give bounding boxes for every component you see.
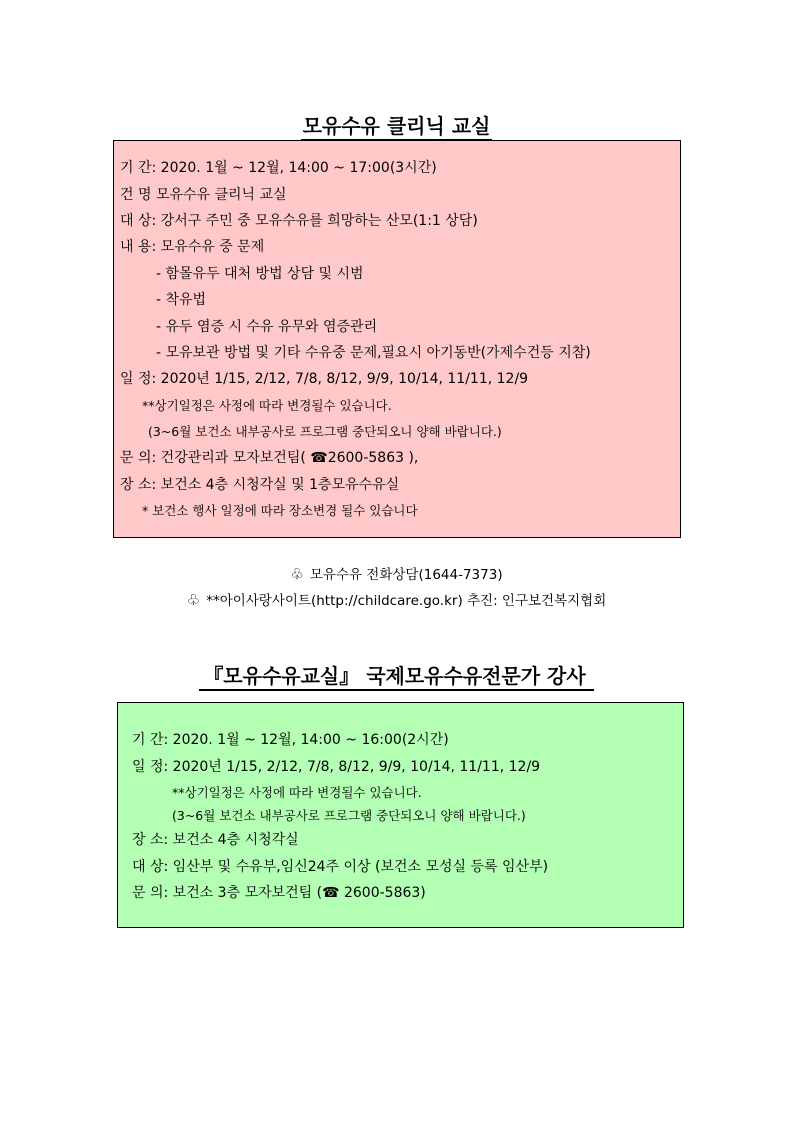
content-item: - 모유보관 방법 및 기타 수유중 문제,필요시 아기동반(가제수건등 지참) (156, 345, 591, 361)
construction-note: (3~6월 보건소 내부공사로 프로그램 중단되오니 양해 바랍니다.) (148, 424, 502, 439)
schedule-line: 일 정: 2020년 1/15, 2/12, 7/8, 8/12, 9/9, 10/14, 11/11, 12/9 (132, 759, 541, 775)
section1-title: 모유수유 클리닉 교실 (0, 110, 793, 139)
content-item: - 유두 염증 시 수유 유무와 염증관리 (156, 319, 378, 335)
content-line: 내 용: 모유수유 중 문제 (120, 239, 265, 255)
class-info-box (117, 702, 684, 928)
content-item: - 착유법 (156, 292, 207, 308)
period-line: 기 간: 2020. 1월 ~ 12월, 14:00 ~ 16:00(2시간) (132, 732, 449, 748)
name-line: 건 명 모유수유 클리닉 교실 (120, 187, 287, 203)
schedule-note: **상기일정은 사정에 따라 변경될수 있습니다. (142, 398, 392, 413)
target-line: 대 상: 강서구 주민 중 모유수유를 희망하는 산모(1:1 상담) (120, 213, 478, 229)
location-line: 장 소: 보건소 4층 시청각실 (132, 832, 299, 848)
location-line: 장 소: 보건소 4층 시청각실 및 1층모유수유실 (120, 477, 400, 493)
content-item: - 함몰유두 대처 방법 상담 및 시범 (156, 266, 364, 282)
club-icon: ♧ (186, 591, 201, 609)
schedule-line: 일 정: 2020년 1/15, 2/12, 7/8, 8/12, 9/9, 10/14, 11/11, 12/9 (120, 371, 529, 387)
clinic-info-box (113, 140, 681, 538)
club-icon: ♧ (290, 565, 304, 583)
contact-line: 문 의: 건강관리과 모자보건팀( ☎2600-5863 ), (120, 450, 419, 466)
construction-note: (3~6월 보건소 내부공사로 프로그램 중단되오니 양해 바랍니다.) (172, 808, 526, 823)
target-line: 대 상: 임산부 및 수유부,임신24주 이상 (보건소 모성실 등록 임산부) (132, 859, 549, 875)
site-line: ♧ **아이사랑사이트(http://childcare.go.kr) 추진: 인구보건복지협회 (186, 591, 607, 609)
schedule-note: **상기일정은 사정에 따라 변경될수 있습니다. (172, 785, 422, 800)
section2-title: 『모유수유교실』 국제모유수유전문가 강사 (0, 660, 793, 689)
contact-line: 문 의: 보건소 3층 모자보건팀 (☎ 2600-5863) (132, 885, 426, 901)
location-note: * 보건소 행사 일정에 따라 장소변경 될수 있습니다 (142, 503, 418, 518)
period-line: 기 간: 2020. 1월 ~ 12월, 14:00 ~ 17:00(3시간) (120, 160, 437, 176)
phone-consult-line: ♧ 모유수유 전화상담(1644-7373) (290, 565, 503, 583)
